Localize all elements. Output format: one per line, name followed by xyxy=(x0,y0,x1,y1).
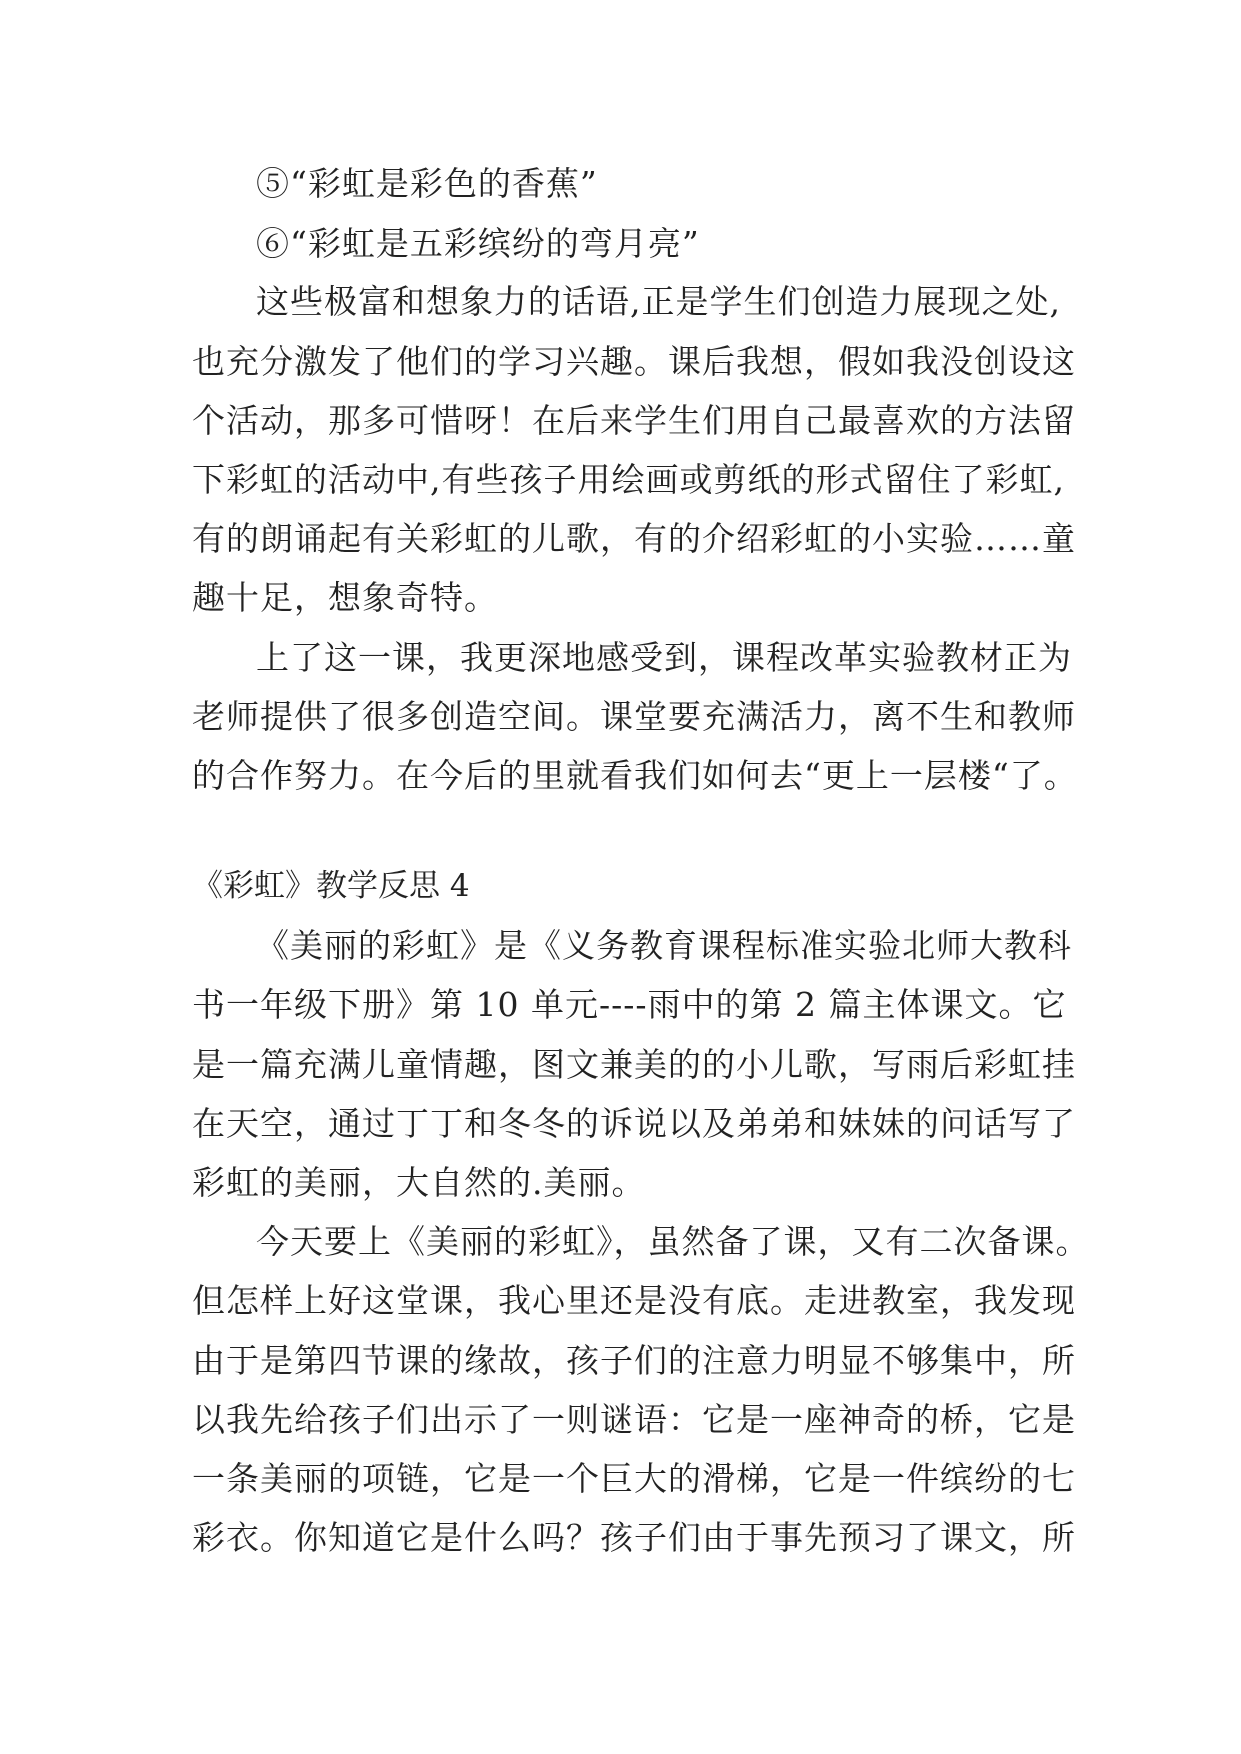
paragraph-line: 的合作努力。在今后的里就看我们如何去“更上一层楼“了。 xyxy=(192,756,1078,795)
list-item-5: ⑤“彩虹是彩色的香蕉” xyxy=(256,164,598,203)
paragraph-line: 也充分激发了他们的学习兴趣。课后我想，假如我没创设这 xyxy=(192,342,1076,381)
list-item-6: ⑥“彩虹是五彩缤纷的弯月亮” xyxy=(256,224,700,263)
paragraph-line: 趣十足，想象奇特。 xyxy=(192,578,498,617)
paragraph-line: 老师提供了很多创造空间。课堂要充满活力，离不生和教师 xyxy=(192,697,1076,736)
paragraph-line: 在天空，通过丁丁和冬冬的诉说以及弟弟和妹妹的问话写了 xyxy=(192,1104,1076,1143)
paragraph-line: 这些极富和想象力的话语,正是学生们创造力展现之处, xyxy=(256,282,1061,321)
paragraph-line: 一条美丽的项链，它是一个巨大的滑梯，它是一件缤纷的七 xyxy=(192,1459,1076,1498)
paragraph-line: 由于是第四节课的缘故，孩子们的注意力明显不够集中，所 xyxy=(192,1341,1076,1380)
paragraph-line: 书一年级下册》第 10 单元----雨中的第 2 篇主体课文。它 xyxy=(192,985,1067,1024)
paragraph-line: 以我先给孩子们出示了一则谜语：它是一座神奇的桥，它是 xyxy=(192,1400,1076,1439)
paragraph-line: 今天要上《美丽的彩虹》，虽然备了课，又有二次备课。 xyxy=(256,1222,1090,1261)
paragraph-line: 《美丽的彩虹》是《义务教育课程标准实验北师大教科 xyxy=(256,926,1072,965)
paragraph-line: 有的朗诵起有关彩虹的儿歌，有的介绍彩虹的小实验……童 xyxy=(192,519,1076,558)
section-title: 《彩虹》教学反思 4 xyxy=(192,868,470,904)
paragraph-line: 彩虹的美丽，大自然的.美丽。 xyxy=(192,1163,646,1202)
paragraph-line: 是一篇充满儿童情趣，图文兼美的的小儿歌，写雨后彩虹挂 xyxy=(192,1045,1076,1084)
paragraph-line: 彩衣。你知道它是什么吗？孩子们由于事先预习了课文，所 xyxy=(192,1518,1076,1557)
paragraph-line: 上了这一课，我更深地感受到，课程改革实验教材正为 xyxy=(256,638,1072,677)
paragraph-line: 下彩虹的活动中,有些孩子用绘画或剪纸的形式留住了彩虹, xyxy=(192,460,1065,499)
paragraph-line: 个活动，那多可惜呀！在后来学生们用自己最喜欢的方法留 xyxy=(192,401,1076,440)
paragraph-line: 但怎样上好这堂课，我心里还是没有底。走进教室，我发现 xyxy=(192,1281,1076,1320)
